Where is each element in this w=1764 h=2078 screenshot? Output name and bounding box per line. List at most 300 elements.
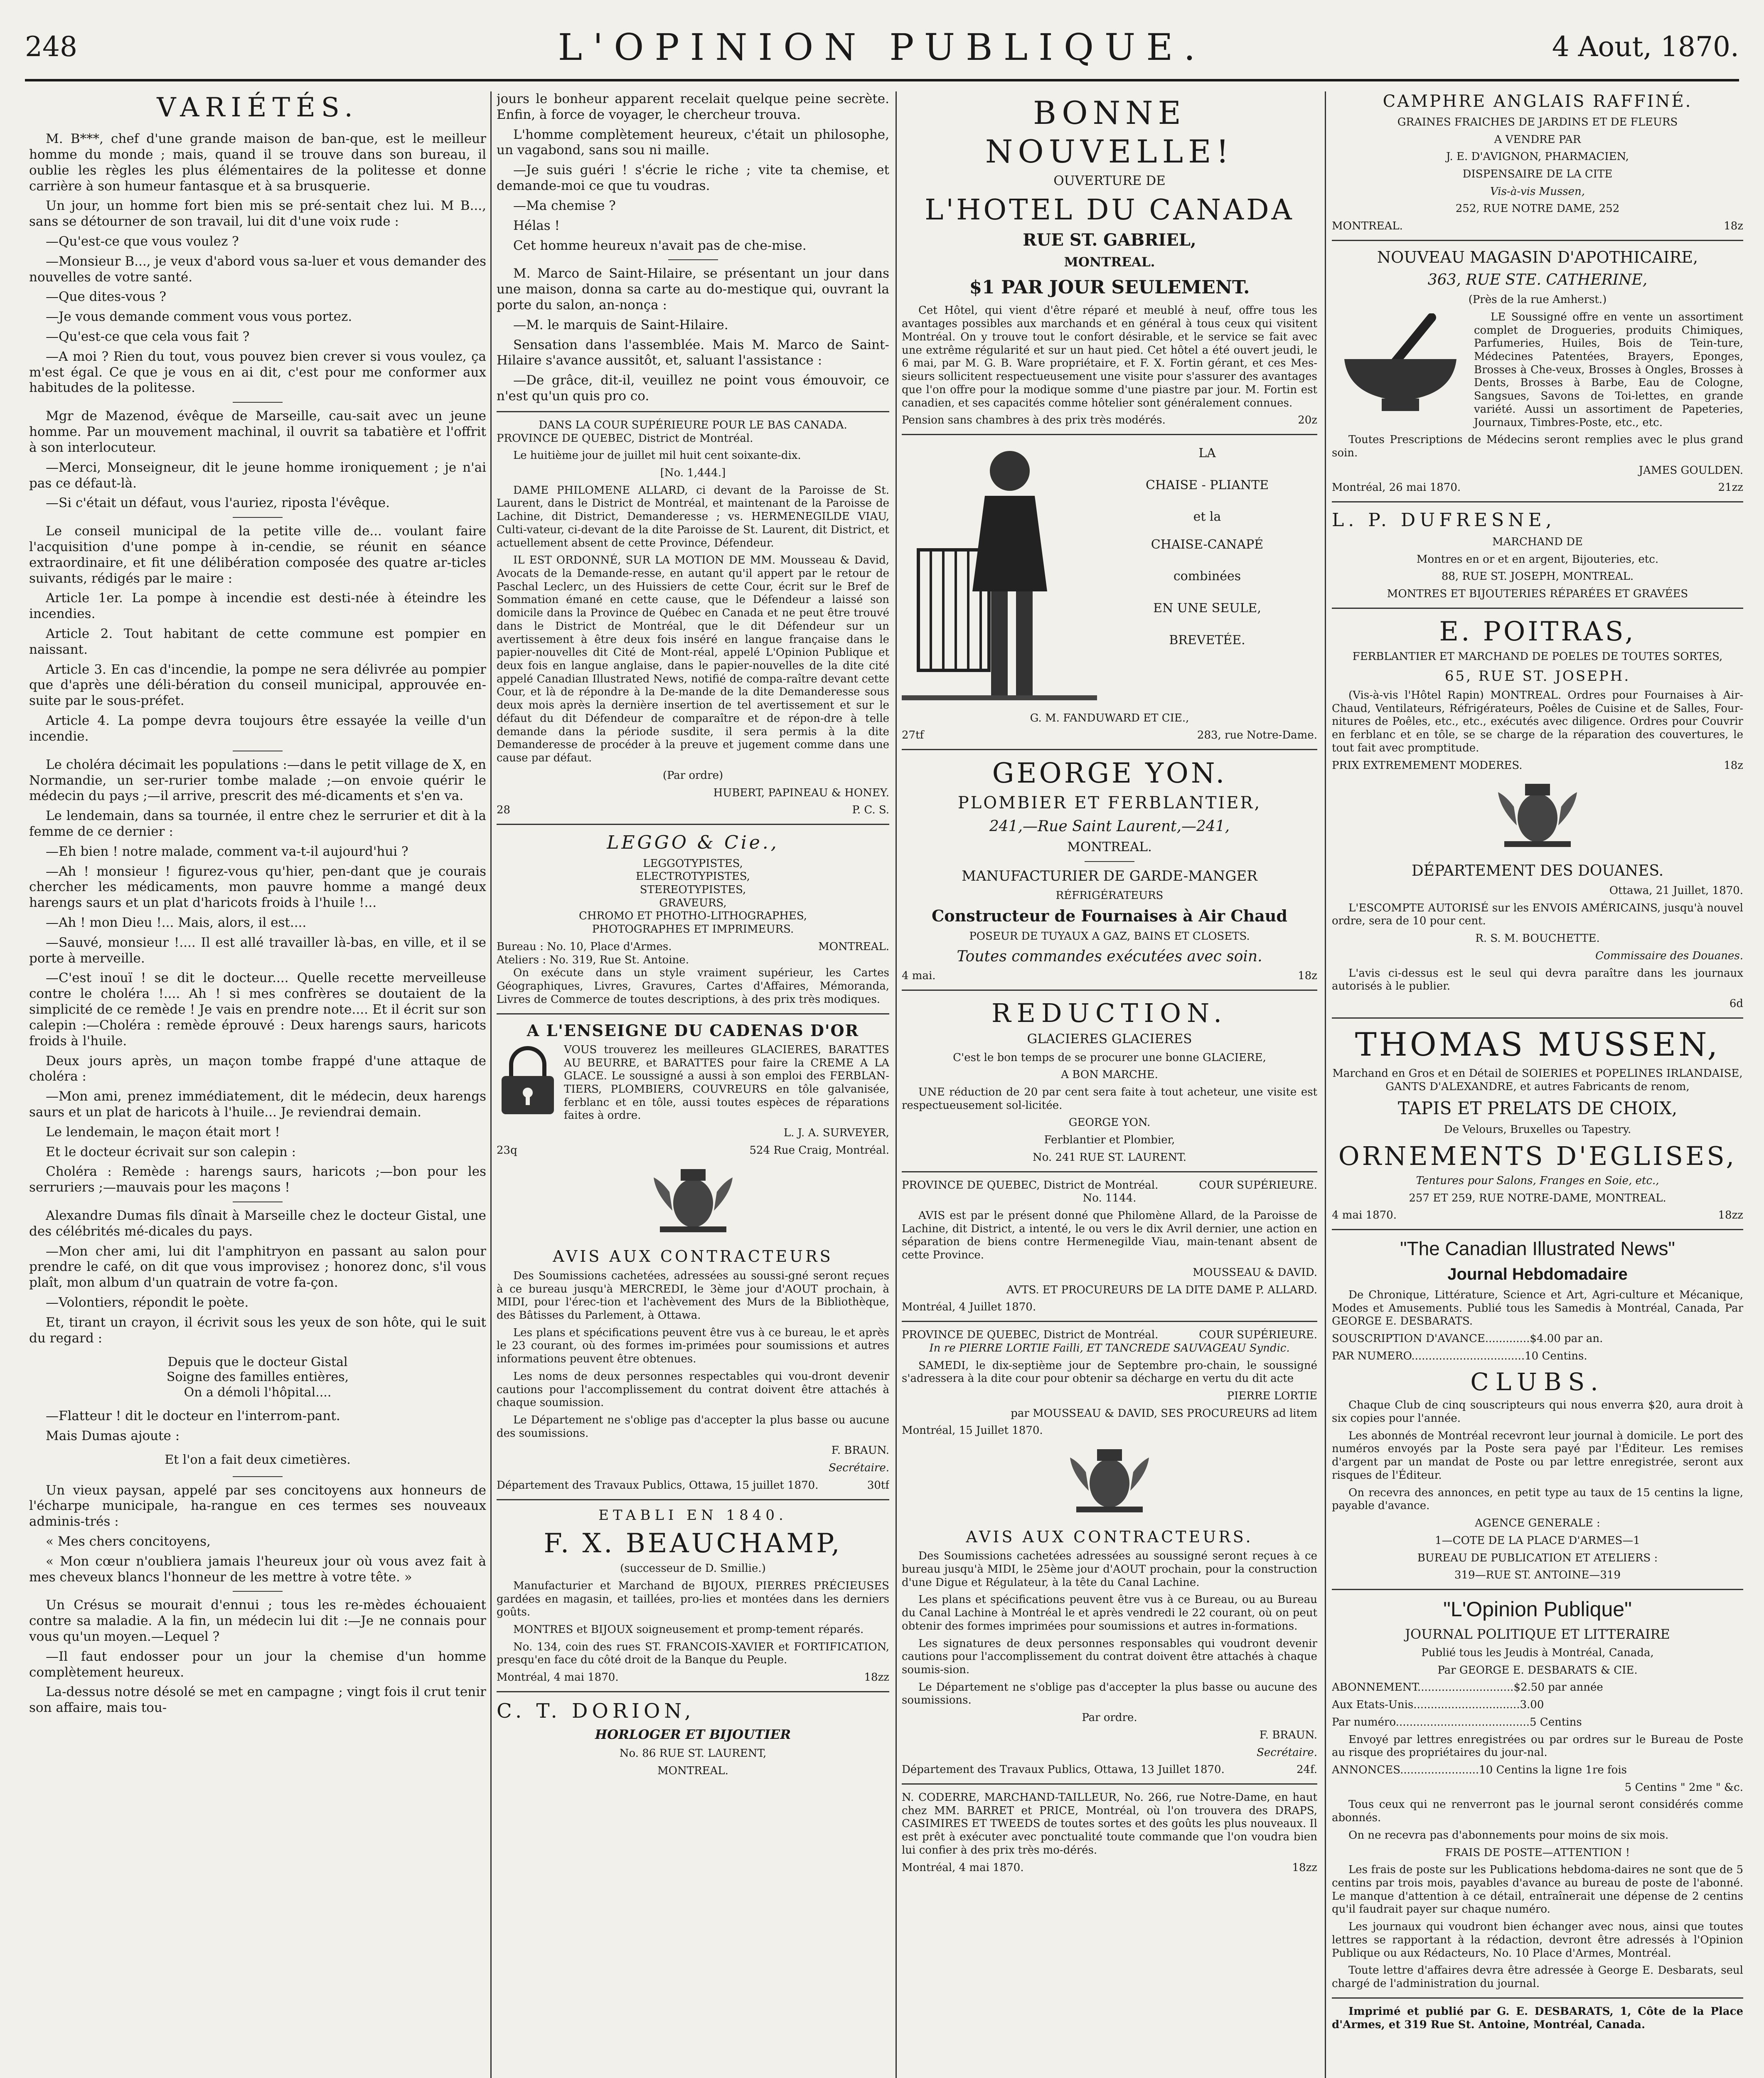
reduction-title: REDUCTION.: [991, 998, 1228, 1029]
issue-date: 4 Aout, 1870.: [1552, 31, 1739, 63]
padlock-icon: [497, 1046, 559, 1121]
frais-paragraph: Les journaux qui voudront bien échanger avec nous, ainsi que toutes lettres se rapportant à la rédaction, devront être adressés à l'Opinion Publique ou aux Rédacteurs, No. 10 Place d'Armes, Montréal.: [1332, 1920, 1743, 1960]
divider: [497, 1499, 889, 1500]
paragraph: Sensation dans l'assemblée. Mais M. Marco de Saint-Hilaire s'avance aussitôt, et, saluant l'assistance :: [497, 337, 889, 368]
hotel-paragraph: Cet Hôtel, qui vient d'être réparé et meublé à neuf, offre tous les avantages possibles aux marchands et en général à tous ceux qui visitent Montréal. On y trouve tout le confort désirable, et le service se fait avec une extrême régularité et sur un haut pied. Cet hôtel a été ouvert jeudi, le 6 mai, par M. G. B. Ware propriétaire, et F. X. Fortin gérant, et ces Mes-sieurs sollicitent respectueusement une visite pour s'assurer des avantages que l'on offre pour la modique somme d'une piastre par jour. M. Fortin est canadien, et ses capacités comme hôtelier sont généralement connues.: [902, 304, 1317, 409]
divider: [233, 517, 283, 518]
ad-code: 21zz: [1718, 481, 1743, 494]
paragraph: Et le docteur écrivait sur son calepin :: [46, 1144, 296, 1160]
op-annonces-2: 5 Centins " 2me " &c.: [1624, 1781, 1743, 1794]
paragraph: —Qu'est-ce que vous voulez ?: [46, 234, 239, 249]
op-numero: Par numéro.......................................5 Centins: [1332, 1716, 1582, 1728]
divider: [1085, 861, 1134, 862]
paragraph: —Si c'était un défaut, vous l'auriez, riposta l'évêque.: [46, 495, 390, 511]
cadenas-title: A L'ENSEIGNE DU CADENAS D'OR: [526, 1021, 859, 1040]
paragraph: —Je vous demande comment vous vous portez.: [46, 309, 352, 325]
ad-code: 23q: [497, 1144, 517, 1157]
chaise-address: 283, rue Notre-Dame.: [1197, 729, 1317, 742]
etabli-label: ETABLI EN 1840.: [598, 1507, 787, 1524]
avis-signature: F. BRAUN.: [831, 1444, 889, 1457]
paragraph: Alexandre Dumas fils dînait à Marseille chez le docteur Gistal, une des célébrités mé-dicales du pays.: [29, 1208, 486, 1239]
column-three: [902, 91, 1317, 2078]
newspaper-title: L'OPINION PUBLIQUE.: [558, 26, 1206, 69]
verse-line: Depuis que le docteur Gistal: [167, 1354, 348, 1369]
apothicaire-title: NOUVEAU MAGASIN D'APOTHICAIRE,: [1377, 248, 1698, 266]
divider: [902, 990, 1317, 991]
dorion-name: C. T. DORION,: [497, 1699, 695, 1723]
divider: [1332, 1997, 1743, 1999]
cs1-number: No. 1144.: [1083, 1192, 1137, 1205]
ad-code: 28: [497, 804, 511, 817]
chaise-text: [1097, 442, 1317, 712]
divider: [497, 1691, 889, 1692]
column-rule: [1325, 91, 1326, 2078]
camphre-line: 252, RUE NOTRE DAME, 252: [1455, 202, 1620, 215]
ad-code: 18zz: [864, 1671, 889, 1684]
cs1-signature-role: AVTS. ET PROCUREURS DE LA DITE DAME P. ALLARD.: [1006, 1283, 1317, 1296]
dufresne-paragraph: Montres en or et en argent, Bijouteries, etc.: [1416, 553, 1659, 566]
poitras-address: 65, RUE ST. JOSEPH.: [1444, 667, 1631, 684]
apothicaire-address: 363, RUE STE. CATHERINE,: [1427, 271, 1648, 289]
mortar-pestle-icon: [1332, 313, 1469, 421]
ad-code: 18zz: [1292, 1861, 1317, 1874]
avis-paragraph: Les plans et spécifications peuvent être vus à ce bureau, le et après le 23 courant, où des formes im-primées pour soumissions et autres informations peuvent être obtenues.: [497, 1326, 889, 1366]
service-line: STEREOTYPISTES,: [640, 884, 746, 896]
imprint: Imprimé et publié par G. E. DESBARATS, 1, Côte de la Place d'Armes, et 319 Rue St. Antoine, Montréal, Canada.: [1332, 2005, 1743, 2031]
divider: [497, 1013, 889, 1014]
royal-arms-icon: [1332, 780, 1743, 854]
poitras-trade: FERBLANTIER ET MARCHAND DE POELES DE TOUTES SORTES,: [1352, 650, 1723, 663]
paragraph: Deux jours après, un maçon tombe frappé d'une attaque de choléra :: [29, 1053, 486, 1084]
camphre-city: MONTREAL.: [1332, 220, 1403, 233]
reduction-signature: GEORGE YON.: [1068, 1116, 1151, 1129]
yon-footer: [902, 970, 1317, 983]
mussen-footer: [1332, 1209, 1743, 1222]
cs1-date: Montréal, 4 Juillet 1870.: [902, 1301, 1036, 1314]
reduction-paragraph: A BON MARCHE.: [1061, 1069, 1158, 1081]
op-par: Par GEORGE E. DESBARATS & CIE.: [1437, 1664, 1638, 1677]
paragraph: —Sauvé, monsieur !.... Il est allé travailler là-bas, en ville, et il se porte à merveille.: [29, 935, 486, 966]
service-line: ELECTROTYPISTES,: [636, 870, 750, 883]
ad-code: 30tf: [867, 1479, 889, 1492]
divider: [1332, 240, 1743, 241]
apothicaire-paragraph: LE Soussigné offre en vente un assortiment complet de Drogueries, produits Chimiques, Parfumeries, Huiles, Bois de Tein-ture, Médecines Patentées, Brayers, Eponges, Brosses à Che-veux, Brosses à Ongles, Brosses à Dents, Brosses à Barbe, Eau de Cologne, Sangsues, Savons de Toi-lettes, en grande variété. Aussi un assortiment de Papeteries, Journaux, Timbres-Poste, etc., etc.: [1474, 310, 1743, 429]
leggo-services: [497, 857, 889, 936]
dufresne-repair: MONTRES ET BIJOUTERIES RÉPARÉES ET GRAVÉES: [1387, 587, 1688, 600]
paragraph: Article 2. Tout habitant de cette commune est pompier en naissant.: [29, 626, 486, 657]
clubs-paragraph: Chaque Club de cinq souscripteurs qui nous enverra $20, aura droit à six copies pour l'année.: [1332, 1399, 1743, 1425]
douanes-signature: R. S. M. BOUCHETTE.: [1475, 932, 1600, 945]
paragraph: Choléra : Remède : harengs saurs, haricots ;—bon pour les serruriers ;—mauvais pour les maçons !: [29, 1164, 486, 1195]
paragraph: Cet homme heureux n'avait pas de che-mise.: [513, 238, 807, 253]
paragraph: La-dessus notre désolé se met en campagne ; vingt fois il crut tenir son affaire, mais tou-: [29, 1684, 486, 1716]
avis-footer: [497, 1479, 889, 1492]
paragraph: —Monsieur B..., je veux d'abord vous sa-luer et vous demander des nouvelles de votre santé.: [29, 254, 486, 285]
avis2-department: Département des Travaux Publics, Ottawa, 13 Juillet 1870.: [902, 1763, 1225, 1776]
court-order: (Par ordre): [662, 769, 723, 782]
op-paragraph: Tous ceux qui ne renverront pas le journal seront considérés comme abonnés.: [1332, 1798, 1743, 1824]
op-etats-unis: Aux Etats-Unis...............................3.00: [1332, 1699, 1544, 1711]
camphre-footer: [1332, 220, 1743, 233]
poitras-prix: PRIX EXTREMEMENT MODERES.: [1332, 759, 1523, 772]
clubs-paragraph: On recevra des annonces, en petit type au taux de 15 centins la ligne, payable d'avance.: [1332, 1486, 1743, 1512]
dorion-address: No. 86 RUE ST. LAURENT,: [619, 1747, 767, 1760]
chair-illustration-icon: [902, 442, 1097, 712]
yon-commandes: Toutes commandes exécutées avec soin.: [957, 948, 1262, 965]
mussen-paragraph: Marchand en Gros et en Détail de SOIERIES et POPELINES IRLANDAISE, GANTS D'ALEXANDRE, et autres Fabricants de renom,: [1332, 1067, 1743, 1093]
avis2-secretary: Secrétaire.: [1257, 1746, 1317, 1759]
leggo-city: MONTREAL.: [818, 940, 889, 953]
ad-code: 27tf: [902, 729, 924, 742]
avis-department: Département des Travaux Publics, Ottawa, 15 juillet 1870.: [497, 1479, 819, 1492]
cs2-paragraph: SAMEDI, le dix-septième jour de Septembre pro-chain, le soussigné s'adressera à la dite cour pour obtenir sa décharge en vertu du dit acte: [902, 1359, 1317, 1385]
dorion-city: MONTREAL.: [657, 1764, 728, 1777]
divider: [233, 1476, 283, 1477]
beauchamp-footer: [497, 1671, 889, 1684]
op-paragraph: Envoyé par lettres enregistrées ou par ordres sur le Bureau de Poste au risque des propriétaires du jour-nal.: [1332, 1733, 1743, 1759]
paragraph: —Mon ami, prenez immédiatement, dit le médecin, deux harengs saurs et un plat de haricots à l'huile... Je reviendrai demain.: [29, 1089, 486, 1120]
poitras-name: E. POITRAS,: [1439, 616, 1636, 647]
avis2-paragraph: Des Soumissions cachetées adressées au soussigné seront reçues à ce bureau jusqu'à MIDI, le 25ème jour d'AOUT prochain, pour la construction d'une Digue et Régulateur, à la tête du Canal Lachine.: [902, 1550, 1317, 1589]
coderre-paragraph: N. CODERRE, MARCHAND-TAILLEUR, No. 266, rue Notre-Dame, en haut chez MM. BARRET et PRICE, Montréal, où l'on trouvera des DRAPS, CASIMIRES ET TWEEDS de toutes sortes et des goûts les plus nouveaux. Il est prêt à exécuter avec ponctualité toute commande que l'on voudra bien lui confier à des prix très mo-dérés.: [902, 1791, 1317, 1856]
hotel-street: RUE ST. GABRIEL,: [1023, 230, 1196, 250]
op-paragraph: On ne recevra pas d'abonnements pour moins de six mois.: [1348, 1829, 1669, 1842]
ad-code: 18zz: [1718, 1209, 1743, 1222]
cs1-signature: MOUSSEAU & DAVID.: [1193, 1266, 1317, 1279]
paragraph: « Mon cœur n'oubliera jamais l'heureux jour où vous avez fait à mes cheveux blancs l'honneur de les mettre à votre tête. »: [29, 1554, 486, 1585]
avis2-paragraph: Les plans et spécifications peuvent être vus à ce Bureau, ou au Bureau du Canal Lachine à Montréal le et après vendredi le 22 courant, où on peut obtenir des formes imprimées pour soumissions et autres in-formations.: [902, 1593, 1317, 1632]
service-line: CHROMO ET PHOTHO-LITHOGRAPHES,: [578, 910, 807, 923]
cs2-court: COUR SUPÉRIEURE.: [1199, 1329, 1317, 1342]
verse-line: On a démoli l'hôpital....: [184, 1385, 332, 1400]
paragraph: M. Marco de Saint-Hilaire, se présentant un jour dans une maison, donna sa carte au do-mestique qui, ouvrant la porte du salon, an-nonça :: [497, 266, 889, 313]
divider: [233, 1201, 283, 1202]
paragraph: —Flatteur ! dit le docteur en l'interrom-pant.: [46, 1408, 340, 1424]
avis-paragraph: Le Département ne s'oblige pas d'accepter la plus basse ou aucune des soumissions.: [497, 1413, 889, 1440]
chaise-line: CHAISE-CANAPÉ: [1151, 537, 1264, 552]
divider: [1332, 1229, 1743, 1230]
cs2-signature: PIERRE LORTIE: [1227, 1389, 1317, 1402]
leggo-paragraph: On exécute dans un style vraiment supérieur, les Cartes Géographiques, Livres, Gravures, Cartes d'Affaires, Mémoranda, Livres de Commerce de toutes descriptions, à des prix très modiques.: [497, 967, 889, 1006]
paragraph: Mgr de Mazenod, évêque de Marseille, cau-sait avec un jeune homme. Par un mouvement machinal, il ouvrit sa tabatière et l'offrit à son interlocuteur.: [29, 409, 486, 455]
beauchamp-paragraph: MONTRES et BIJOUX soigneusement et promp-tement réparés.: [513, 1623, 864, 1636]
yon-constructor: Constructeur de Fournaises à Air Chaud: [931, 906, 1288, 926]
douanes-note: L'avis ci-dessus est le seul qui devra paraître dans les journaux autorisés à le publier.: [1332, 967, 1743, 993]
chaise-signature: G. M. FANDUWARD ET CIE.,: [1030, 712, 1189, 724]
hotel-name: L'HOTEL DU CANADA: [925, 194, 1294, 227]
paragraph: —Mon cher ami, lui dit l'amphitryon en passant au salon pour prendre le café, on dit que vous improvisez ; honorez donc, s'il vous plaît, mon album d'un quatrain de votre fa-çon.: [29, 1243, 486, 1290]
mussen-address: 257 ET 259, RUE NOTRE-DAME, MONTREAL.: [1409, 1192, 1666, 1204]
paragraph: Le choléra décimait les populations :—dans le petit village de X, en Normandie, un ser-rurier tombe malade ;—on envoie quérir le médecin du pays ;—il arrive, prescrit des mé-dicaments et s'en va.: [29, 757, 486, 804]
camphre-line: A VENDRE PAR: [1494, 133, 1581, 146]
yon-date: 4 mai.: [902, 970, 936, 982]
column-two: [497, 91, 889, 2078]
apothicaire-date: Montréal, 26 mai 1870.: [1332, 481, 1461, 494]
paragraph: jours le bonheur apparent recelait quelque peine secrète. Enfin, à force de voyager, le chercheur trouva.: [497, 91, 889, 122]
cs2-province: PROVINCE DE QUEBEC, District de Montréal.: [902, 1329, 1159, 1342]
verse-line: Soigne des familles entières,: [166, 1370, 349, 1385]
paragraph: Le lendemain, dans sa tournée, il entre chez le serrurier et dit à la femme de ce dernier :: [29, 808, 486, 839]
mussen-ornements: ORNEMENTS D'EGLISES,: [1338, 1141, 1737, 1172]
divider: [1332, 501, 1743, 502]
paragraph: Un Crésus se mourait d'ennui ; tous les re-mèdes échouaient contre sa maladie. A la fin, un médecin lui dit :—Je ne connais pour vous qu'un moyen.—Lequel ?: [29, 1598, 486, 1645]
beauchamp-city: Montréal, 4 mai 1870.: [497, 1671, 619, 1684]
cs1-paragraph: AVIS est par le présent donné que Philomène Allard, de la Paroisse de Lachine, dit District, a intenté, le ou vers le dix Avril dernier, une action en séparation de biens contre Hermenegilde Viau, main-tenant absent de cette Province.: [902, 1209, 1317, 1262]
op-annonces: ANNONCES.......................10 Centins la ligne 1re fois: [1332, 1764, 1627, 1777]
reduction-paragraph: C'est le bon temps de se procurer une bonne GLACIERE,: [953, 1051, 1266, 1064]
cadenas-footer: [497, 1144, 889, 1157]
avis2-title: AVIS AUX CONTRACTEURS.: [966, 1527, 1253, 1546]
leggo-ateliers: Ateliers : No. 319, Rue St. Antoine.: [497, 953, 689, 966]
paragraph: Le conseil municipal de la petite ville de... voulant faire l'acquisition d'une pompe à in-cendie, se réunit en séance extraordinaire, et fit une délibération composée des quatre ar-ticles suivants, rédigés par le maire :: [29, 524, 486, 586]
frais-paragraph: Toute lettre d'affaires devra être adressée à George E. Desbarats, seul chargé de l'administration du journal.: [1332, 1964, 1743, 1990]
service-line: PHOTOGRAPHES ET IMPRIMEURS.: [592, 923, 794, 936]
paragraph: —Eh bien ! notre malade, comment va-t-il aujourd'hui ?: [46, 844, 408, 859]
column-rule: [896, 91, 897, 2078]
paragraph: L'homme complètement heureux, c'était un philosophe, un vagabond, sans sou ni maille.: [497, 127, 889, 158]
cin-title: "The Canadian Illustrated News": [1400, 1238, 1675, 1260]
court-paragraph: IL EST ORDONNÉ, SUR LA MOTION DE MM. Mousseau & David, Avocats de la Demande-resse, en autant qu'il appert par le retour de Paschal Leclerc, un des Huissiers de cette Cour, écrit sur le Bref de Sommation émané en cette cause, que le Défendeur a laissé son domicile dans la Province de Québec en Canada et ne peut être trouvé dans le District de Montréal, que le dit Défendeur sur un avertissement à être deux fois inséré en langue française dans le papier-nouvelles dit Cité de Mont-réal, appelé L'Opinion Publique et deux fois en langue anglaise, dans le papier-nouvelles de la dite cité appelé Canadian Illustrated News, notifié de compa-raître devant cette Cour, et là de répondre à la De-mande de la dite Demanderesse sous deux mois après la dernière insertion de tel avertissement et sur le défaut du dit Défendeur de comparaître et de répon-dre à telle demande dans la période susdite, il sera permis à la dite Demanderesse de procéder à la preuve et jugement comme dans une cause par défaut.: [497, 554, 889, 765]
paragraph: —M. le marquis de Saint-Hilaire.: [513, 317, 728, 332]
court-paragraph: Le huitième jour de juillet mil huit cent soixante-dix.: [513, 449, 801, 462]
paragraph: M. B***, chef d'une grande maison de ban-que, est le meilleur homme du monde ; mais, quand il se trouve dans son bureau, il oublie les règles les plus élémentaires de la politesse et donne carrière à son humeur fantasque et à sa brusquerie.: [29, 131, 486, 194]
ad-code: 18z: [1724, 220, 1743, 233]
cin-subtitle: Journal Hebdomadaire: [1447, 1265, 1628, 1284]
paragraph: —Volontiers, répondit le poète.: [46, 1295, 249, 1310]
leggo-address-block: [497, 941, 689, 967]
paragraph: —C'est inouï ! se dit le docteur.... Quelle recette merveilleuse contre le choléra !.... Ah ! si mes confrères se doutaient de la simplicité de ce remède ! Je vais en prendre note.... Et il écrit sur son calepin :—Choléra : remède éprouvé : Deux harengs saurs, haricots froids à l'huile.: [29, 970, 486, 1049]
paragraph: —Merci, Monseigneur, dit le jeune homme ironiquement ; je n'ai pas ce défaut-là.: [29, 460, 486, 491]
op-title: "L'Opinion Publique": [1443, 1597, 1632, 1621]
column-four: [1332, 91, 1743, 2078]
camphre-title: CAMPHRE ANGLAIS RAFFINÉ.: [1383, 92, 1693, 111]
divider: [902, 434, 1317, 435]
divider: [902, 1783, 1317, 1785]
cs2-date: Montréal, 15 Juillet 1870.: [902, 1424, 1043, 1437]
frais-title: FRAIS DE POSTE—ATTENTION !: [1445, 1846, 1630, 1859]
yon-manufacturer: MANUFACTURIER DE GARDE-MANGER: [962, 868, 1257, 885]
coderre-date: Montréal, 4 mai 1870.: [902, 1861, 1024, 1874]
beauchamp-paragraph: No. 134, coin des rues ST. FRANCOIS-XAVIER et FORTIFICATION, presqu'en face du côté droit de la Banque du Peuple.: [497, 1640, 889, 1667]
paragraph: « Mes chers concitoyens,: [46, 1534, 211, 1549]
reduction-sub: GLACIERES GLACIERES: [1027, 1031, 1192, 1046]
paragraph: —Je suis guéri ! s'écrie le riche ; vite ta chemise, et demande-moi ce que tu voudras.: [497, 162, 889, 194]
paragraph: —Qu'est-ce que cela vous fait ?: [46, 329, 250, 345]
avis-paragraph: Les noms de deux personnes respectables qui vou-dront devenir cautions pour l'accomplissement du contrat doivent être attachés à chaque soumission.: [497, 1370, 889, 1409]
clubs-bureau: BUREAU DE PUBLICATION ET ATELIERS :: [1417, 1551, 1658, 1564]
paragraph: Article 1er. La pompe à incendie est desti-née à éteindre les incendies.: [29, 591, 486, 622]
poitras-paragraph: (Vis-à-vis l'Hôtel Rapin) MONTREAL. Ordres pour Fournaises à Air-Chaud, Ventilateurs, Réfrigérateurs, Poêles de Cuisine et de Salles, Four-nitures de Poêles, etc., etc., exécutés avec diligence. Ordres pour Couvrir en ferblanc et en tôle, se se charge de la réparation des couvertures, le tout fait avec promptitude.: [1332, 689, 1743, 754]
avis2-footer: [902, 1763, 1317, 1777]
yon-name: GEORGE YON.: [992, 757, 1227, 790]
divider: [233, 402, 283, 403]
avis-title: AVIS AUX CONTRACTEURS: [553, 1247, 833, 1266]
avis2-paragraph: Le Département ne s'oblige pas d'accepter la plus basse ou aucune des soumissions.: [902, 1681, 1317, 1707]
avis2-paragraph: Les signatures de deux personnes responsables qui voudront devenir cautions pour l'accomplissement du contrat doivent être attachés à chaque soumis-sion.: [902, 1637, 1317, 1677]
hotel-city: MONTREAL.: [1064, 255, 1155, 270]
cin-souscription: SOUSCRIPTION D'AVANCE.............$4.00 par an.: [1332, 1332, 1603, 1345]
court-province: PROVINCE DE QUEBEC, District de Montréal.: [497, 432, 753, 445]
chaise-line: LA: [1198, 446, 1216, 460]
apothicaire-paragraph: Toutes Prescriptions de Médecins seront remplies avec le plus grand soin.: [1332, 433, 1743, 459]
chaise-line: BREVETÉE.: [1169, 633, 1245, 648]
page-number: 248: [25, 31, 77, 63]
service-line: LEGGOTYPISTES,: [643, 857, 743, 870]
mussen-velours: De Velours, Bruxelles ou Tapestry.: [1444, 1123, 1631, 1136]
douanes-date: Ottawa, 21 Juillet, 1870.: [1609, 884, 1743, 897]
frais-paragraph: Les frais de poste sur les Publications hebdoma-daires ne sont que de 5 centins par trois mois, payables d'avance au bureau de poste de l'abonné. Le manque d'attention à ce détail, entraînerait une dépense de 2 centins qu'il faudrait payer sur chaque numéro.: [1332, 1864, 1743, 1916]
apothicaire-near: (Près de la rue Amherst.): [1468, 293, 1607, 306]
beauchamp-name: F. X. BEAUCHAMP,: [544, 1528, 842, 1559]
leggo-bureau: Bureau : No. 10, Place d'Armes.: [497, 940, 672, 953]
douanes-title: DÉPARTEMENT DES DOUANES.: [1411, 862, 1664, 880]
yon-city: MONTREAL.: [1067, 840, 1152, 855]
clubs-address: 319—RUE ST. ANTOINE—319: [1454, 1569, 1621, 1582]
paragraph: —Il faut endosser pour un jour la chemise d'un homme complètement heureux.: [29, 1649, 486, 1680]
divider: [902, 1171, 1317, 1172]
paragraph: Article 3. En cas d'incendie, la pompe ne sera délivrée au pompier que d'après une déli-bération du conseil municipal, approuvée en-suite par le sous-préfet.: [29, 662, 486, 709]
hotel-opening: OUVERTURE DE: [1053, 173, 1166, 189]
mussen-tapis: TAPIS ET PRELATS DE CHOIX,: [1397, 1098, 1678, 1119]
yon-poseur: POSEUR DE TUYAUX A GAZ, BAINS ET CLOSETS.: [969, 930, 1250, 943]
camphre-line: J. E. D'AVIGNON, PHARMACIEN,: [1446, 150, 1629, 163]
court-notice-title: DANS LA COUR SUPÉRIEURE POUR LE BAS CANADA.: [539, 419, 847, 431]
camphre-line: DISPENSAIRE DE LA CITE: [1462, 167, 1613, 180]
leggo-addresses: [497, 941, 889, 967]
douanes-paragraph: L'ESCOMPTE AUTORISÉ sur les ENVOIS AMÉRICAINS, jusqu'à nouvel ordre, sera de 10 pour cent.: [1332, 901, 1743, 928]
court-footer: [497, 804, 889, 817]
camphre-line: Vis-à-vis Mussen,: [1490, 185, 1585, 198]
cs1-province: PROVINCE DE QUEBEC, District de Montréal.: [902, 1179, 1159, 1192]
ad-code: 18z: [1298, 970, 1317, 982]
beauchamp-successor: (successeur de D. Smillie.): [620, 1562, 766, 1575]
divider: [1332, 1589, 1743, 1590]
mussen-date: 4 mai 1870.: [1332, 1209, 1397, 1222]
divider: [902, 1321, 1317, 1322]
camphre-line: GRAINES FRAICHES DE JARDINS ET DE FLEURS: [1397, 116, 1678, 128]
reduction-trade: Ferblantier et Plombier,: [1044, 1134, 1175, 1147]
mussen-tentures: Tentures pour Salons, Franges en Soie, etc.,: [1416, 1174, 1659, 1187]
paragraph: Et, tirant un crayon, il écrivit sous les yeux de son hôte, qui le suit du regard :: [29, 1315, 486, 1346]
cadenas-paragraph: VOUS trouverez les meilleures GLACIERES, BARATTES AU BEURRE, et BARATTES pour faire la CREME A LA GLACE. Le soussigné a aussi à son emploi des FERBLAN-TIERS, PLOMBIERS, COUVREURS en tôle galvanisée, ferblanc et en tôle, aussi toutes espèces de réparations faites à ordre.: [564, 1043, 889, 1122]
paragraph: Le lendemain, le maçon était mort !: [46, 1124, 280, 1140]
divider: [1332, 1017, 1743, 1019]
op-abonnement: ABONNEMENT............................$2.50 par année: [1332, 1681, 1603, 1694]
hotel-footer: [902, 414, 1317, 427]
service-line: GRAVEURS,: [659, 896, 727, 909]
cin-numero: PAR NUMERO.................................10 Centins.: [1332, 1349, 1587, 1362]
chaise-line: et la: [1193, 510, 1221, 524]
verse: [29, 1355, 486, 1401]
cadenas-signature: L. J. A. SURVEYER,: [783, 1127, 889, 1140]
divider: [902, 749, 1317, 750]
verse-line: Et l'on a fait deux cimetières.: [165, 1452, 351, 1467]
paragraph: Mais Dumas ajoute :: [46, 1428, 180, 1444]
cs2-header: [902, 1329, 1317, 1342]
court-pcs: P. C. S.: [852, 804, 889, 817]
hotel-price: $1 PAR JOUR SEULEMENT.: [969, 276, 1250, 298]
clubs-agence: AGENCE GENERALE :: [1475, 1517, 1600, 1530]
beauchamp-paragraph: Manufacturier et Marchand de BIJOUX, PIERRES PRÉCIEUSES gardées en magasin, et taillées, pro-lies et montées dans les derniers goûts.: [497, 1579, 889, 1619]
ad-code: 24f.: [1296, 1763, 1317, 1776]
divider: [233, 1591, 283, 1592]
chaise-footer: [902, 729, 1317, 742]
apothicaire-footer: [1332, 481, 1743, 495]
cadenas-address: 524 Rue Craig, Montréal.: [749, 1144, 889, 1157]
yon-trade: PLOMBIER ET FERBLANTIER,: [957, 793, 1262, 812]
section-heading: VARIÉTÉS.: [157, 92, 359, 123]
paragraph: —Que dites-vous ?: [46, 289, 167, 305]
coderre-footer: [902, 1861, 1317, 1875]
leggo-title: LEGGO & Cie.,: [607, 832, 779, 853]
court-paragraph: DAME PHILOMENE ALLARD, ci devant de la Paroisse de St. Laurent, dans le District de Montréal, et maintenant de la Paroisse de Lachine, dit District, Demanderesse ; vs. HERMENEGILDE VIAU, Culti-vateur, ci-devant de la dite Paroisse de St. Laurent, dit District, et actuellement absent de cette Province, Défendeur.: [497, 484, 889, 549]
chaise-line: EN UNE SEULE,: [1153, 601, 1261, 616]
reduction-paragraph: UNE réduction de 20 par cent sera faite à tout acheteur, une visite est respectueusement sol-licitée.: [902, 1086, 1317, 1112]
divider: [497, 411, 889, 412]
ad-code: 18z: [1724, 759, 1743, 772]
cs2-signature-role: par MOUSSEAU & DAVID, SES PROCUREURS ad litem: [1011, 1407, 1317, 1420]
royal-arms-icon: [497, 1165, 889, 1240]
divider: [497, 824, 889, 825]
avis-paragraph: Des Soumissions cachetées, adressées au soussi-gné seront reçues à ce bureau jusqu'à MERCREDI, le 3ème jour d'AOUT prochain, à MIDI, pour l'érec-tion et l'achèvement des Murs de la Bibliothèque, des Bâtisses du Parlement, à Ottawa.: [497, 1269, 889, 1322]
mussen-name: THOMAS MUSSEN,: [1355, 1026, 1720, 1064]
column-varietes: [29, 91, 486, 2078]
dufresne-trade: MARCHAND DE: [1492, 535, 1583, 548]
apothicaire-signature: JAMES GOULDEN.: [1639, 464, 1743, 477]
chaise-line: combinées: [1173, 569, 1241, 584]
cs1-court: COUR SUPÉRIEURE.: [1199, 1179, 1317, 1192]
cs1-header: [902, 1179, 1317, 1192]
ad-code: 6d: [1729, 997, 1743, 1010]
divider: [668, 259, 718, 260]
court-signature: HUBERT, PAPINEAU & HONEY.: [713, 786, 889, 799]
dorion-trade: HORLOGER ET BIJOUTIER: [595, 1727, 791, 1743]
bonne-nouvelle-title: BONNE NOUVELLE!: [985, 94, 1234, 170]
paragraph: —A moi ? Rien du tout, vous pouvez bien crever si vous voulez, ça m'est égal. Ce que je vous en ai dit, c'est pour me conformer aux habitudes de la politesse.: [29, 349, 486, 396]
paragraph: Article 4. La pompe devra toujours être essayée la veille d'un incendie.: [29, 713, 486, 744]
yon-address: 241,—Rue Saint Laurent,—241,: [989, 817, 1230, 835]
cin-paragraph: De Chronique, Littérature, Science et Art, Agri-culture et Mécanique, Modes et Amusements. Publié tous les Samedis à Montréal, Canada, Par GEORGE E. DESBARATS.: [1332, 1288, 1743, 1328]
hotel-pension: Pension sans chambres à des prix très modérés.: [902, 414, 1166, 427]
clubs-address: 1—COTE DE LA PLACE D'ARMES—1: [1435, 1534, 1640, 1547]
douanes-commissioner: Commissaire des Douanes.: [1595, 949, 1743, 962]
cs2-parties: In re PIERRE LORTIE Failli, ET TANCREDE SAUVAGEAU Syndic.: [929, 1342, 1290, 1354]
clubs-title: CLUBS.: [1470, 1367, 1605, 1396]
poitras-footer: [1332, 759, 1743, 773]
avis2-signature: F. BRAUN.: [1259, 1728, 1317, 1741]
paragraph: Un vieux paysan, appelé par ses concitoyens aux honneurs de l'écharpe municipale, ha-rangue en ces termes ses nouveaux adminis-trés :: [29, 1482, 486, 1529]
chaise-line: CHAISE - PLIANTE: [1145, 478, 1269, 492]
clubs-paragraph: Les abonnés de Montréal recevront leur journal à domicile. Le port des numéros envoyés par la Poste sera payé par l'Éditeur. Les remises d'argent par un mandat de Poste ou par lettre enregistrée, seront aux risques de l'Éditeur.: [1332, 1429, 1743, 1482]
avis2-order: Par ordre.: [1082, 1711, 1137, 1724]
yon-refrigerators: RÉFRIGÉRATEURS: [1055, 889, 1164, 902]
paragraph: Hélas !: [513, 218, 560, 233]
divider: [1332, 608, 1743, 609]
reduction-address: No. 241 RUE ST. LAURENT.: [1032, 1151, 1186, 1164]
royal-arms-icon: [902, 1445, 1317, 1520]
ad-code: 20z: [1298, 414, 1317, 427]
chaise-ad: [902, 442, 1317, 712]
masthead: [25, 17, 1739, 81]
paragraph: —Ah ! mon Dieu !... Mais, alors, il est....: [46, 915, 307, 931]
op-paragraph: Publié tous les Jeudis à Montréal, Canada,: [1421, 1646, 1654, 1659]
paragraph: —De grâce, dit-il, veuillez ne point vous émouvoir, ce n'est qu'un quis pro co.: [497, 373, 889, 404]
column-rule: [490, 91, 492, 2078]
court-number: [No. 1,444.]: [660, 466, 726, 479]
avis-secretary: Secrétaire.: [829, 1462, 889, 1475]
paragraph: —Ah ! monsieur ! figurez-vous qu'hier, pen-dant que je courais chercher les médicaments, mon pauvre homme a mangé deux harengs saurs et un plat d'haricots froids à l'huile !...: [29, 864, 486, 911]
dufresne-name: L. P. DUFRESNE,: [1332, 510, 1556, 531]
